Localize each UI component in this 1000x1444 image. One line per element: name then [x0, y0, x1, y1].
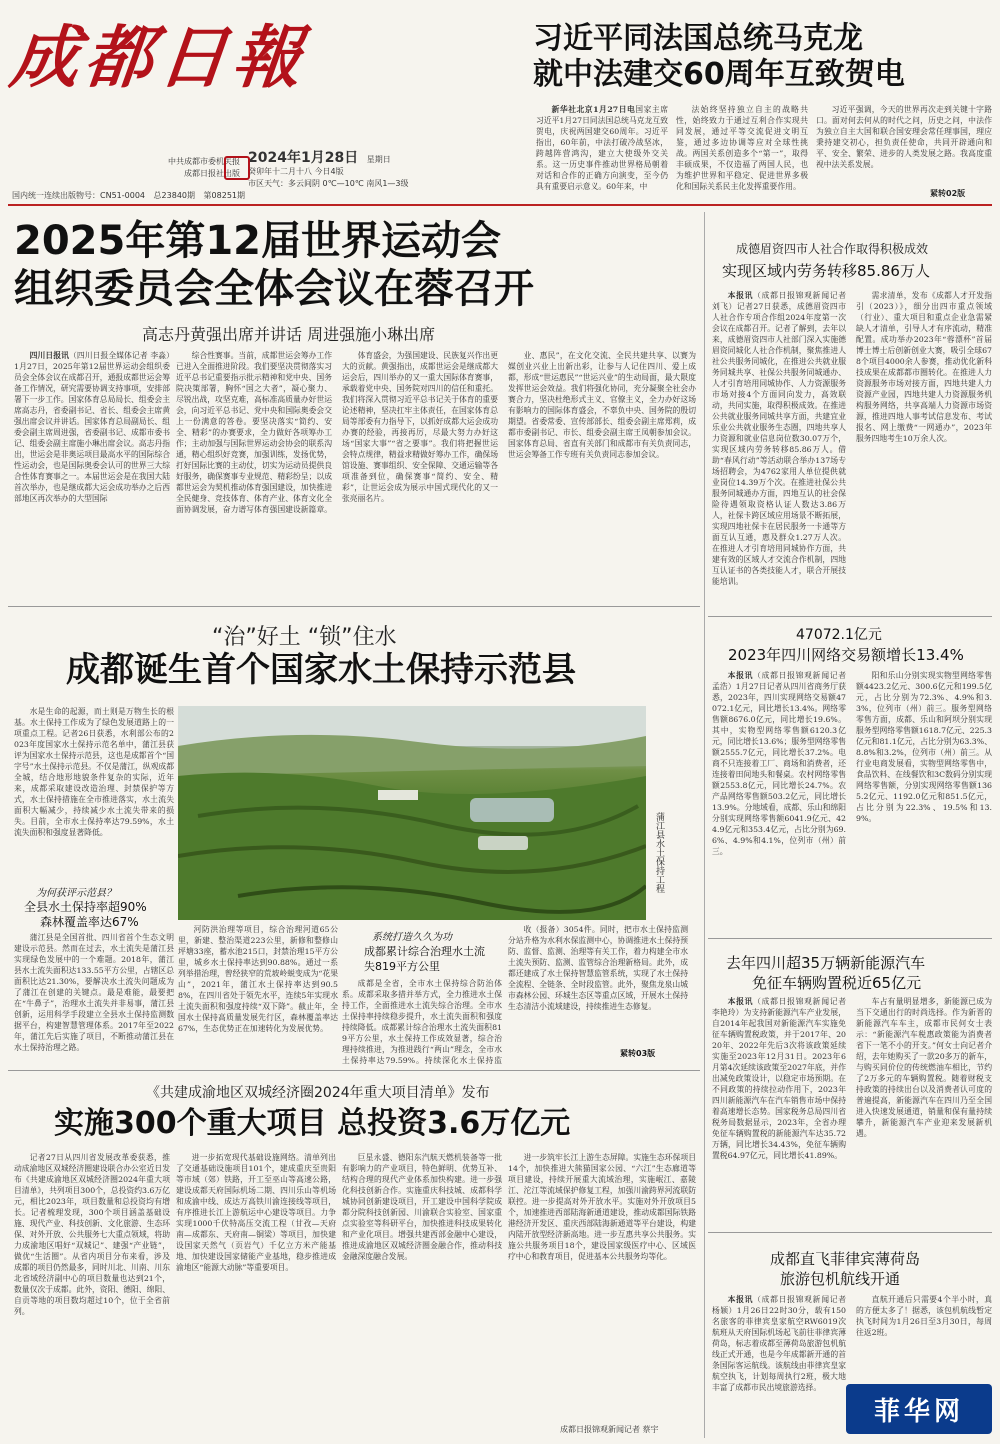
- soil-text-1: 水是生命的起源，而土则是万物生长的根基。水土保持工作成为了绿色发展道路上的一项重点工程。记者26日获悉，水利部公布的2023年度国家水土保持示范名单中，蒲江县获评为国家水土保持示范县，这也是成都首个“国字号”水土保持示范县。不仅是蒲江，纵观成都全城，结合地形地貌条件复杂的实际，近年来，成都采取建设改造治理、封禁保护等方式，水土保持措施在全市推进落实，水土流失面积大幅减少，持续减少水土流失带来的损失。目前，全市水土保持率达79.59%，水土流失面积和强度显著降低。: [14, 707, 174, 837]
- right-divider-2: [708, 938, 992, 939]
- lead-col-2: [676, 104, 808, 200]
- soil-photo-caption: 蒲江县水土保持工程: [654, 812, 664, 893]
- masthead: [8, 4, 528, 116]
- games-text-4: 业、惠民”，在文化交流、全民共建共享、以赛为媒创业兴业上出新出彩，让参与人记住四川、爱上成都，形成“世运惠民”“世运兴业”的生动局面，最大限度发挥世运会效益。我们将强化协同，充分凝聚全社会办赛合力，坚决杜绝形式主义、官僚主义，全力办好这场有影响力的国际体育盛会，不辜负中央、国务院的殷切期望。省委常委、宣传部部长、组委会副主席郑莉，成都市委副书记、市长、组委会副主席王凤朝参加会议。国家体育总局、省直有关部门和成都市有关负责同志，世运会筹备工作专班有关负责同志参加会议。: [508, 351, 696, 459]
- projects-col-1: [14, 1152, 170, 1438]
- projects-headline: 实施300个重大项目 总投资3.6万亿元: [54, 1106, 571, 1141]
- games-headline-1: 2025年第12届世界运动会: [14, 218, 501, 264]
- right-column-rule: [704, 212, 705, 1438]
- ev-col-2: [856, 996, 992, 1224]
- top-divider: [8, 204, 992, 206]
- mid-divider-left: [8, 606, 700, 607]
- jobs-headline: 实现区域内劳务转移85.86万人: [722, 262, 930, 280]
- flight-text-2: 直航开通后只需要4个半小时，真的方便太多了！据悉，该包机航线暂定执飞时间为1月26日至3月30日，每周往返2班。: [856, 1295, 992, 1337]
- soil-col-1b: [14, 932, 174, 1066]
- lead-headline-2: 就中法建交60周年互致贺电: [533, 57, 905, 92]
- online-byline: 本报讯: [727, 671, 754, 680]
- flight-text-1: （成都日报锦观新闻记者 杨颖）1月26日22时30分，载有150名旅客的菲律宾皇家航空RW6019次航班从天府国际机场起飞前往菲律宾薄荷岛，标志着成都至薄荷岛旅游包机航线正式开通，也是今年成都新开通的首条国际客运航线。该航线由菲律宾皇家航空执飞，计划每周执行2班，极大地丰富了成都市民出境旅游选择。: [712, 1295, 846, 1392]
- soil-sub1-kicker: 为何获评示范县？: [36, 888, 116, 899]
- soil-sub2-head: 成都累计综合治理水土流失819平方公里: [364, 945, 485, 973]
- projects-text-2: 进一步拓宽现代基础设施网络。清单列出了交通基础设施项目101个，建成重庆至贵阳等市域（郊）铁路，开工至巫山等高速公路，建设成都天府国际机场二期、四川乐山等机场和成渝中线、成达万高铁川渝连接线等项目，有序推进长江上游航运中心建设等项目。力争实现1000千伏特高压交流工程（甘孜—天府南—成都东、天府南—铜梁）等项目，加快建设国家天然气（页岩气）千亿立方米产能基地、加快建设国家储能产业基地，稳步推进成渝地区“能源大动脉”等重要项目。: [176, 1153, 336, 1272]
- ev-headline-2: 免征车辆购置税近65亿元: [752, 974, 922, 992]
- right-divider-1: [708, 616, 992, 617]
- lead-text-c: 习近平强调，今天的世界再次走到关键十字路口。面对何去何从的时代之问，历史之问，中法作为独立自主大国和联合国安理会常任理事国，理应秉持建交初心，担负责任使命，共同开辟通向和平、安全、繁荣、进步的人类发展之路。我高度重视中法关系发展。: [816, 105, 992, 169]
- watermark-text: 菲华网: [873, 1396, 964, 1427]
- projects-col-2: [176, 1152, 336, 1438]
- online-text-1: （成都日报锦观新闻记者 孟浩）1月27日记者从四川省商务厅获悉，2023年，四川实现网络交易额47072.1亿元，同比增长13.4%。网络零售额8676.0亿元，同比增长19.6%。其中，实物型网络零售额6120.3亿元，同比增长13.6%；服务型网络零售额2555.7亿元，同比增长37.2%。电商不只连接着工厂、商场和消费者，还连接着田间地头和餐桌。农村网络零售额2553.8亿元，同比增长24.7%。农产品网络零售额503.2亿元，同比增长13.9%。分地域看，成都、乐山和绵阳分别实现网络零售额6041.9亿元、424.9亿元和353.4亿元，占比分别为69.6%、4.9%和4.1%，位列市（州）前三。: [712, 671, 846, 856]
- online-col-2: [856, 670, 992, 930]
- publisher-line1: 中共成都市委机关报: [168, 157, 240, 166]
- page-count: 今日4版: [314, 167, 344, 176]
- lead-text-a: 国家主席习近平1月27日同法国总统马克龙互致贺电，庆祝两国建交60周年。习近平指出，60年前，中法打破冷战坚冰，跨越阵营鸿沟，建立大使级外交关系。这一历史事件推动世界格局朝着对话和合作的正确方向演变，至今仍具有重要启示意义。60年来，中: [536, 105, 668, 191]
- projects-byline-end: 成都日报锦观新闻记者 蔡宇: [560, 1425, 659, 1434]
- watermark-logo: [846, 1384, 992, 1434]
- lower-divider-left: [8, 1070, 700, 1071]
- right-divider-3: [708, 1232, 992, 1233]
- games-headline-2: 组织委员会全体会议在蓉召开: [14, 266, 534, 312]
- soil-text-2: 河防洪治理等项目，综合治理河道65公里，新建、整治渠道223公里，新修和整修山坪塘33座，蓄水池215口，封禁治理15平方公里，城乡水土保持率达到90.88%。通过一系列举措治理，曾经狭窄的荒坡岭蜕变成为“花果山”，2021年，蒲江水土保持率达到90.58%，在四川省处于领先水平，连续5年实现水土流失面积和强度持续“双下降”。截止年，全国水土保持高质量发展先行区，森林覆盖率达67%，生态优势正在加速转化为发展优势。: [178, 925, 338, 1033]
- issue-number: 第08251期: [203, 191, 245, 200]
- projects-kicker: 《共建成渝地区双城经济圈2024年重大项目清单》发布: [146, 1085, 490, 1101]
- online-col-1: [712, 670, 846, 930]
- soil-text-1b: 蒲江县是全国首批、四川省首个生态文明建设示范县。然而在过去，水土流失是蒲江县实现绿色发展中的一个难题。2018年，蒲江县水土流失面积达133.55平方公里，占辖区总面积比达21.30%，要解决水土流失问题成为了蒲江在创建的关键点。最是难能，最要把在“牛鼻子”，治理水土流失并非易事，蒲江县创新，运用科学手段建立全县水土保持监测数据平台，构建智慧管理体系。2017年至2022年，蒲江先后实施了项目，不断推动蒲江县在水土保持治理之路。: [14, 933, 174, 1052]
- soil-kicker: “治”好土 “锁”住水: [212, 625, 397, 650]
- games-col-1: [14, 350, 170, 600]
- soil-text-3: 成都是全省，全市水土保持综合防治体系。成都采取多措并举方式，全力推进水土保持工作，全面推进水土流失综合治理。全市水土保持率持续稳步提升，水土流失面积和强度持续降低。成都累计综合治理水土流失面积819平方公里，水土保持工作成效显著，综合治理持续推进，为推进践行“两山”理念，全市水土保持率达79.59%。持续深化水土保持监: [342, 979, 502, 1064]
- ev-text-1: （成都日报锦观新闻记者 李艳玲）为支持新能源汽车产业发展，自2014年起我国对新能源汽车实施免征车辆购置税政策，并于2017年、2020年、2022年先后3次将该政策延续实施至2023年12月31日。2023年6月第4次延续该政策至2027年底，并作出减免政策设计，以稳定市场预期。在不同政策的持续拉动作用下，2023年四川新能源汽车在汽车销售市场中保持着高速增长态势。国家税务总局四川省税务局数据显示，2023年，全省办理免征车辆购置税的新能源汽车达35.72万辆，同比增长34.43%，免征车辆购置税64.97亿元，同比增长41.89%。: [712, 997, 846, 1160]
- online-text-2: 阳和乐山分别实现实物型网络零售额4423.2亿元、300.6亿元和199.5亿元，占比分别为72.3%、4.9%和3.3%，位列市（州）前三。服务型网络零售方面，成都、乐山和阿坝分别实现服务型网络零售额1618.7亿元、225.3亿元和81.1亿元，占比分别为63.3%、8.8%和3.2%，位列市（州）前三。从行业电商发展看，实物型网络零售中，食品饮料、在线餐饮和3C数码分别实现网络零售额，分别实现网络零售额1365.2亿元、1192.0亿元和851.5亿元，占比分别为22.3%、19.5%和13.9%。: [856, 671, 992, 823]
- games-text-1: （四川日报全媒体记者 李淼）1月27日，2025年第12届世界运动会组织委员会全体会议在成都召开，通报成都世运会筹备工作情况，研究需要协调支持事项，安排部署下一步工作。国家体育总局局长、组委会主席高志丹，省委副书记、省长、组委会主席黄强出席会议并讲话。国家体育总局副局长、组委会副主席周进强，省委副书记、成都市委书记、组委会副主席施小琳出席会议。高志丹指出，世运会是非奥运项目最高水平的国际综合性运动会，也是国际奥委会认可的世界三大综合性体育赛事之一。本届世运会是在我国大陆首次举办，也是继成都大运会成功举办之后西部地区再次举办的大型国际: [14, 351, 170, 503]
- ev-headline-1: 去年四川超35万辆新能源汽车: [726, 954, 926, 972]
- ev-text-2: 车占有量明显增多，新能源已成为当下交通出行的时尚选择。作为新晋的新能源汽车车主，成都市民何女士表示：“新能源汽车税惠政策能为消费者省下一笔不小的开支。”何女士向记者介绍，去年她购买了一款20多万的新车，与购买同价位的传统燃油车相比，节约了2万多元的车辆购置税。随着财税支持政策的持续出台以及消费者认可度的普遍提高，新能源汽车在四川乃至全国进入快速发展通道，销量和保有量持续攀升，新能源汽车产业迎来发展新机遇。: [856, 997, 992, 1138]
- games-text-3: 体育盛会，为强国建设、民族复兴作出更大的贡献。黄强指出，成都世运会是继成都大运会后，四川举办的又一重大国际体育赛事，承载着党中央、国务院对四川的信任和重托。我们将深入贯彻习近平总书记关于体育的重要论述精神，坚决扛牢主体责任，在国家体育总局等部委有力指导下，以抓好成都大运会成功办赛的经验，再接再厉，尽最大努力办好这场“国家大事”“省之要事”。我们将把握世运会特点规律，精益求精做好筹办工作，确保场馆设施、赛事组织、安全保障、交通运输等各项准备到位，确保赛事“简约、安全、精彩”，让世运会成为展示中国式现代化的又一张亮丽名片。: [342, 351, 498, 503]
- lead-continue: 紧转02版: [930, 189, 966, 198]
- flight-byline: 本报讯: [727, 1295, 754, 1304]
- games-col-3: [342, 350, 498, 600]
- ev-byline: 本报讯: [727, 997, 754, 1006]
- ev-col-1: [712, 996, 846, 1224]
- jobs-text-1: （成都日报锦观新闻记者 刘飞）记者27日获悉，成德眉资四市人社合作专项合作组2024年度第一次会议在成都召开。记者了解到，去年以来，成德眉资四市人社部门深入实施德眉资同城化人社合作机制，聚焦推进人社公共服务同城化，在推进公共就业服务同城共享、社保公共服务同城通办、人才引育培用同城协作、人力资源服务市场对接4个方面同向发力，高效联动，共同实施，取得积极成效。在推进公共就业服务同城共享方面，共建宜业乐业公共就业服务生态圈，四地共享人力资源和就业信息岗位数30.07万个，实现区域内劳务转移85.86万人。借助“春风行动”等活动联合举办137场专场招聘会，为4762家用人单位提供就业岗位14.39万个次。在推进社保公共服务同城通办方面，四地互认的社会保险待遇领取资格认证人数达3.86万人，社保卡跨区域应用场景不断拓展，实现四地社保卡在居民服务一卡通等方面互认互通，惠及群众1.27万人次。在推进人才引育培用同城协作方面，共建有效的区域人才交流合作机制，四地互认证书的各类技能人才，联合开展技能培训。: [712, 291, 846, 586]
- issue-weekday: 星期日: [366, 155, 391, 164]
- jobs-col-2: [856, 290, 992, 612]
- flight-col-1: [712, 1294, 846, 1438]
- projects-text-1: 记者27日从四川省发展改革委获悉，推动成渝地区双城经济圈建设联合办公室近日发布《共建成渝地区双城经济圈2024年重大项目清单》，共列项目300个，总投资约3.6万亿元，相比2023年，项目数量和总投资均有增长。记者梳理发现，300个项目涵盖基础设施、现代产业、科技创新、文化旅游、生态环保、对外开放、公共服务七大重点领域，将助力成渝地区唱好“双城记”、建强“产业链”，做优“生活圈”。从省内项目分布来看，涉及成都的项目仍然最多，同时川北、川南、川东北省域经济副中心的项目数量也达到21个，数量仅次于成都。此外，资阳、德阳、绵阳、自贡等地的项目数均超过10个，位于全省前列。: [14, 1153, 170, 1316]
- publisher-line2: 成都日报社出版: [184, 169, 240, 178]
- flight-col-2: [856, 1294, 992, 1354]
- weather: 市区天气：多云间阴 0℃—10℃ 南风1—3级: [248, 179, 409, 188]
- jobs-byline: 本报讯: [727, 291, 754, 300]
- flight-headline-2: 旅游包机航线开通: [780, 1270, 901, 1288]
- soil-col-4: [508, 924, 688, 1048]
- lead-dateline: 新华社北京1月27日电: [551, 105, 636, 114]
- lead-headline-1: 习近平同法国总统马克龙: [533, 21, 863, 56]
- masthead-logo: 成都日報: [6, 18, 312, 98]
- soil-col-3: [342, 978, 502, 1064]
- soil-col-1: [14, 706, 174, 886]
- projects-col-3: [342, 1152, 502, 1438]
- soil-col-2: [178, 924, 338, 1064]
- cn-number: 国内统一连续出版物号：CN51-0004: [12, 191, 145, 200]
- soil-sub2-kicker: 系统打造久久为功: [372, 932, 452, 943]
- flight-headline-1: 成都直飞菲律宾薄荷岛: [770, 1250, 921, 1268]
- soil-headline: 成都诞生首个国家水土保持示范县: [66, 650, 576, 690]
- soil-text-4: 收（报备）3054件。同时，把市水土保持监测分站升格为水利水保监测中心，协调推进水土保持预防、监督、监测、治理等有关工作，着力构建全市水土流失预防、监测、监管综合治理新格局。此外，成都还建成了水土保持智慧监管系统，实现了水土保持全流程、全链条、全时段监管。此外，聚焦龙泉山城市森林公园、环城生态区等重点区域，开展水土保持生态清洁小流域建设，持续推进生态修复。: [508, 925, 688, 1011]
- total-issue: 总23840期: [153, 191, 195, 200]
- soil-continue: 紧转03版: [620, 1049, 656, 1058]
- soil-sub1-head-b: 森林覆盖率达67%: [40, 915, 139, 929]
- games-col-2: [176, 350, 332, 600]
- publication-numbers: [12, 190, 532, 201]
- masthead-info: [90, 150, 530, 194]
- projects-text-4: 进一步筑牢长江上游生态屏障。实施生态环保项目14个，加快推进大熊猫国家公园、“六江”生态廊道等项目建设，持续开展重大流域治理，实施岷江、嘉陵江、沱江等流域保护修复工程，加强川渝跨界河流联防联控。进一步提高对外开放水平。实施对外开放项目5个，加速推进西部陆海新通道建设，推动成都国际铁路港经济开发区、重庆西部陆海新通道等平台建设，构建内陆开放型经济新高地。进一步互惠共享公共服务。实施公共服务项目18个，建设国家级医疗中心、区域医疗中心和教育项目，促进基本公共服务均等化。: [508, 1153, 696, 1261]
- jobs-col-1: [712, 290, 846, 612]
- online-headline: 2023年四川网络交易额增长13.4%: [728, 646, 964, 664]
- games-subhead: 高志丹黄强出席并讲话 周进强施小琳出席: [142, 325, 436, 344]
- projects-text-3: 巨星永盛、德阳东汽航天燃机装备等一批有影响力的产业项目，特色鲜明、优势互补、结构合理的现代产业体系加快构建。进一步强化科技创新合作。实施重庆科技城、成都科学城协同创新建设项目，开工建设中国科学院成都分院科技创新园、川渝联合实验室、国家重点实验室等科研平台，加快推进科技成果转化和产业化项目。增强共建西部金融中心建设，推进成渝地区双城经济圈金融合作，推动科技金融深度融合发展。: [342, 1153, 502, 1261]
- lead-col-3: [816, 104, 992, 188]
- red-seal: [224, 156, 250, 180]
- lunar-date: 癸卯年十二月十八: [248, 167, 312, 176]
- projects-col-4: [508, 1152, 696, 1424]
- jobs-text-2: 需求清单，发布《成都人才开发指引（2023）》，细分出四市重点领域（行业）、重大项目和重点企业急需紧缺人才清单，引导人才有序流动，精准配置。成功举办2023年“蓉漂杯”首届博士博士后创新创业大赛，吸引全球678个项目4000余人参赛，推动优化新科技成果在成都都市圈转化。在推进人力资源服务市场对接方面，四地共建人力资源产业园，四地共建人力资源服务机构服务网络，共享高端人力资源市场资源，推进四地人事考试信息发布、考试报名、网上缴费“一网通办”，2023年服务四地考生10万余人次。: [856, 291, 992, 443]
- games-text-2: 综合性赛事。当前，成都世运会筹办工作已进入全面推进阶段。我们要坚决贯彻落实习近平总书记重要指示批示精神和党中央、国务院决策部署，胸怀“国之大者”，凝心聚力、尽锐出战，攻坚克难，高标准高质量办好世运会，向习近平总书记、党中央和国际奥委会交上一份满意的答卷。要坚决落实“简约、安全、精彩”的办赛要求，全力做好各项筹办工作；主动加强与国际世界运动会协会的联系沟通，精心组织好竞赛，加强训练，发扬优势，打好国际比赛的主动仗，切实为运动员提供良好服务，确保赛事专业规范、精彩纷呈；以成都世运会为契机推动体育强国建设，加快推进全民健身、竞技体育、体育产业、体育文化全面协调发展，奋力谱写体育强国建设新篇章。: [176, 351, 332, 514]
- games-col-4: [508, 350, 696, 600]
- games-byline: 四川日报讯: [29, 351, 69, 360]
- soil-photo: [178, 706, 646, 920]
- soil-sub1-head-a: 全县水土保持率超90%: [24, 900, 147, 914]
- issue-date: 2024年1月28日: [248, 150, 359, 166]
- lead-col-1: [536, 104, 668, 200]
- online-kicker: 47072.1亿元: [796, 627, 882, 643]
- jobs-kicker: 成德眉资四市人社合作取得积极成效: [736, 242, 929, 256]
- lead-text-b: 法始终坚持独立自主的战略共性，始终致力于通过互利合作实现共同发展，通过平等交流促进文明互鉴，通过多边协调等应对全球性挑战。两国关系创造多个“第一”，取得丰硕成果，不仅造福了两国人民，也为维护世界和平稳定、促进世界多极化和国际关系民主化发挥重要作用。: [676, 105, 808, 191]
- terraced-fields-image: [178, 706, 646, 920]
